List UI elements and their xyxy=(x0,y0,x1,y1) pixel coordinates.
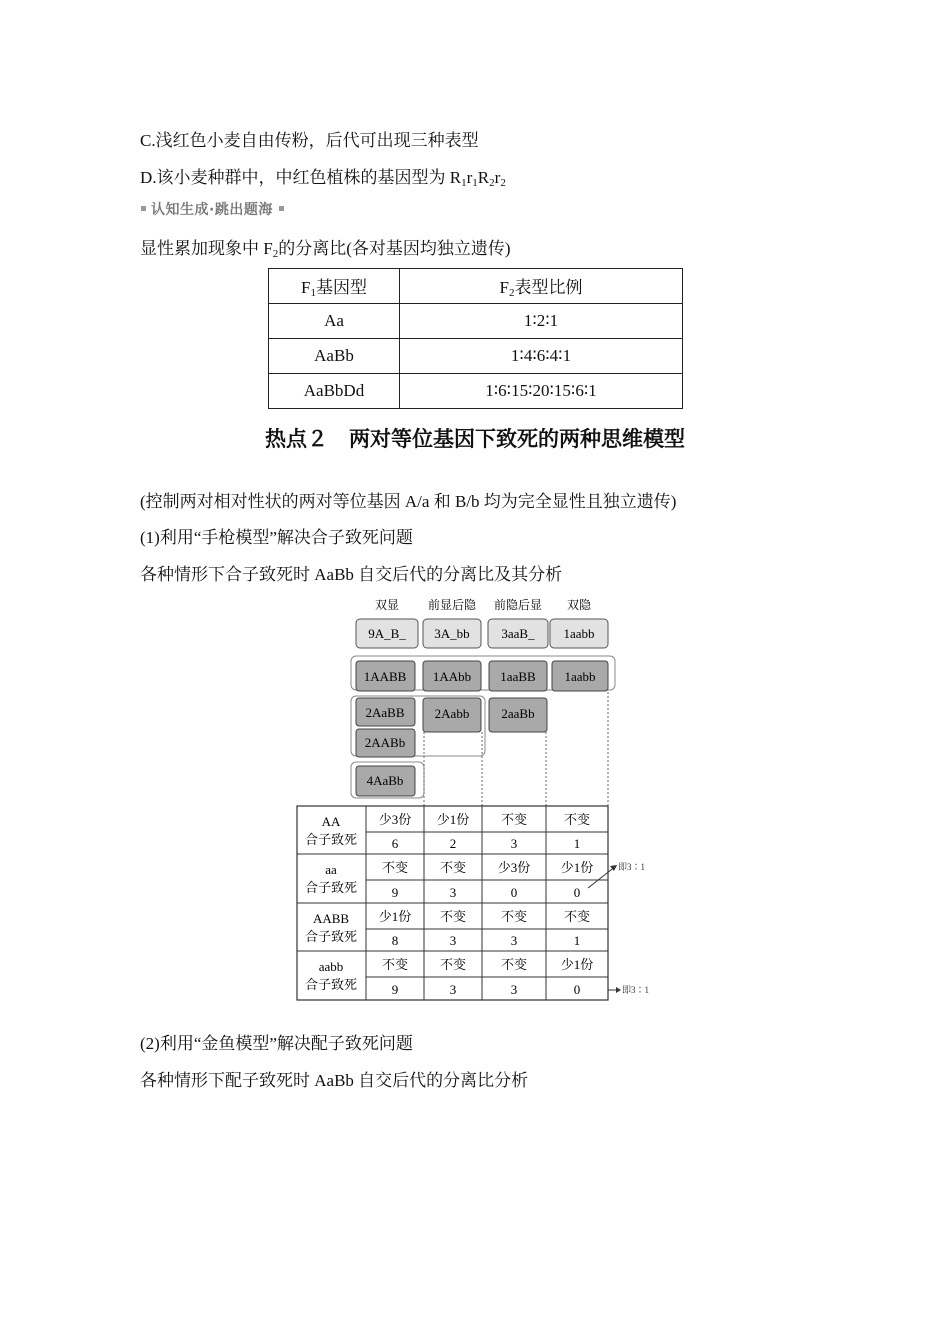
table-row xyxy=(269,304,683,339)
change-cell: 不变 xyxy=(381,957,409,972)
count-cell: 6 xyxy=(391,836,399,851)
header-text: F xyxy=(499,278,509,297)
row-label: 合子致死 xyxy=(304,832,358,847)
body-p1: (控制两对相对性状的两对等位基因 A/a 和 B/b 均为完全显性且独立遗传) xyxy=(140,492,677,511)
change-cell: 不变 xyxy=(439,957,467,972)
count-cell: 3 xyxy=(449,982,457,997)
phenotype-label: 9A_B_ xyxy=(368,626,406,641)
intro-text xyxy=(140,234,511,260)
pistol-model-figure xyxy=(290,592,670,1012)
sub: 1 xyxy=(472,177,478,189)
count-cell: 3 xyxy=(449,933,457,948)
option-d-text: r xyxy=(494,168,501,187)
change-cell: 不变 xyxy=(439,909,467,924)
ratio-table xyxy=(268,268,683,409)
genotype-label: 1aaBB xyxy=(500,669,536,684)
body-p5: 各种情形下配子致死时 AaBb 自交后代的分离比分析 xyxy=(140,1071,529,1090)
option-d-text: R xyxy=(477,168,490,187)
count-cell: 9 xyxy=(391,982,399,997)
header-text: F xyxy=(301,278,311,297)
count-cell: 1 xyxy=(573,933,581,948)
sub: 2 xyxy=(489,177,495,189)
intro-suffix: 的分离比(各对基因均独立遗传) xyxy=(278,239,511,258)
row-label: aabb xyxy=(318,959,344,974)
square-icon xyxy=(279,206,284,211)
row-label: 合子致死 xyxy=(304,880,358,895)
header-ratio xyxy=(400,269,683,304)
genotype-label: 2aaBb xyxy=(501,706,535,721)
body-p2: (1)利用“手枪模型”解决合子致死问题 xyxy=(140,528,413,547)
option-d xyxy=(140,163,506,189)
change-cell: 少3份 xyxy=(378,812,412,827)
count-cell: 0 xyxy=(573,885,581,900)
arrow-note: 即3∶1 xyxy=(618,862,646,872)
sub: 2 xyxy=(272,248,279,260)
count-cell: 1 xyxy=(573,836,581,851)
genotype-label: 1AABB xyxy=(363,669,407,684)
option-d-text: r xyxy=(466,168,473,187)
change-cell: 少1份 xyxy=(436,812,470,827)
ratio-cell: 1∶2∶1 xyxy=(400,304,683,339)
body-p4: (2)利用“金鱼模型”解决配子致死问题 xyxy=(140,1034,413,1053)
col-label: 前显后隐 xyxy=(427,598,477,612)
body-p3: 各种情形下合子致死时 AaBb 自交后代的分离比及其分析 xyxy=(140,565,563,584)
genotype-label: 2AABb xyxy=(364,735,406,750)
count-cell: 8 xyxy=(391,933,399,948)
sub: 1 xyxy=(461,177,467,189)
header-genotype xyxy=(269,269,400,304)
sub: 2 xyxy=(500,177,506,189)
row-label: 合子致死 xyxy=(304,977,358,992)
change-cell: 不变 xyxy=(500,812,528,827)
genotype-cell: AaBb xyxy=(269,339,400,374)
header-text: 表型比例 xyxy=(514,278,583,297)
count-cell: 2 xyxy=(449,836,457,851)
count-cell: 0 xyxy=(573,982,581,997)
table-row xyxy=(269,374,683,409)
row-label: AABB xyxy=(312,911,350,926)
phenotype-label: 1aabb xyxy=(563,626,595,641)
col-label: 双显 xyxy=(374,598,400,612)
table-header-row xyxy=(269,269,683,304)
arrow-icon xyxy=(608,987,621,993)
genotype-label: 1aabb xyxy=(564,669,596,684)
section-tag xyxy=(138,199,289,219)
square-icon xyxy=(141,206,146,211)
change-cell: 少1份 xyxy=(378,909,412,924)
phenotype-label: 3aaB_ xyxy=(501,626,535,641)
arrow-note: 即3∶1 xyxy=(622,985,650,995)
hot-title: 热点２ 两对等位基因下致死的两种思维模型 xyxy=(265,427,685,451)
option-d-text: D.该小麦种群中，中红色植株的基因型为 R xyxy=(140,168,462,187)
row-label: 合子致死 xyxy=(304,929,358,944)
count-cell: 3 xyxy=(510,982,518,997)
count-cell: 3 xyxy=(510,836,518,851)
option-c: C.浅红色小麦自由传粉，后代可出现三种表型 xyxy=(140,131,479,150)
change-cell: 不变 xyxy=(439,860,467,875)
genotype-cell: Aa xyxy=(269,304,400,339)
lethal-table xyxy=(297,806,608,1000)
change-cell: 少3份 xyxy=(497,860,531,875)
change-cell: 不变 xyxy=(500,909,528,924)
change-cell: 不变 xyxy=(563,812,591,827)
section-tag-label: 认知生成·跳出题海 xyxy=(151,202,273,218)
genotype-label: 4AaBb xyxy=(366,773,404,788)
change-cell: 不变 xyxy=(500,957,528,972)
genotype-cell: AaBbDd xyxy=(269,374,400,409)
row-label: aa xyxy=(325,862,337,877)
header-text: 基因型 xyxy=(315,278,367,297)
change-cell: 少1份 xyxy=(560,860,594,875)
change-cell: 少1份 xyxy=(560,957,594,972)
count-cell: 3 xyxy=(449,885,457,900)
phenotype-label: 3A_bb xyxy=(434,626,470,641)
genotype-label: 2Aabb xyxy=(434,706,470,721)
genotype-label: 2AaBB xyxy=(365,705,405,720)
ratio-cell: 1∶4∶6∶4∶1 xyxy=(400,339,683,374)
ratio-cell: 1∶6∶15∶20∶15∶6∶1 xyxy=(400,374,683,409)
change-cell: 不变 xyxy=(381,860,409,875)
sub: 1 xyxy=(310,287,316,299)
col-label: 前隐后显 xyxy=(493,598,543,612)
intro-prefix: 显性累加现象中 F xyxy=(140,239,273,258)
count-cell: 0 xyxy=(510,885,518,900)
sub: 2 xyxy=(508,287,515,299)
row-label: AA xyxy=(321,814,341,829)
col-label: 双隐 xyxy=(566,598,592,612)
table-row xyxy=(269,339,683,374)
count-cell: 9 xyxy=(391,885,399,900)
change-cell: 不变 xyxy=(563,909,591,924)
genotype-label: 1AAbb xyxy=(432,669,472,684)
count-cell: 3 xyxy=(510,933,518,948)
